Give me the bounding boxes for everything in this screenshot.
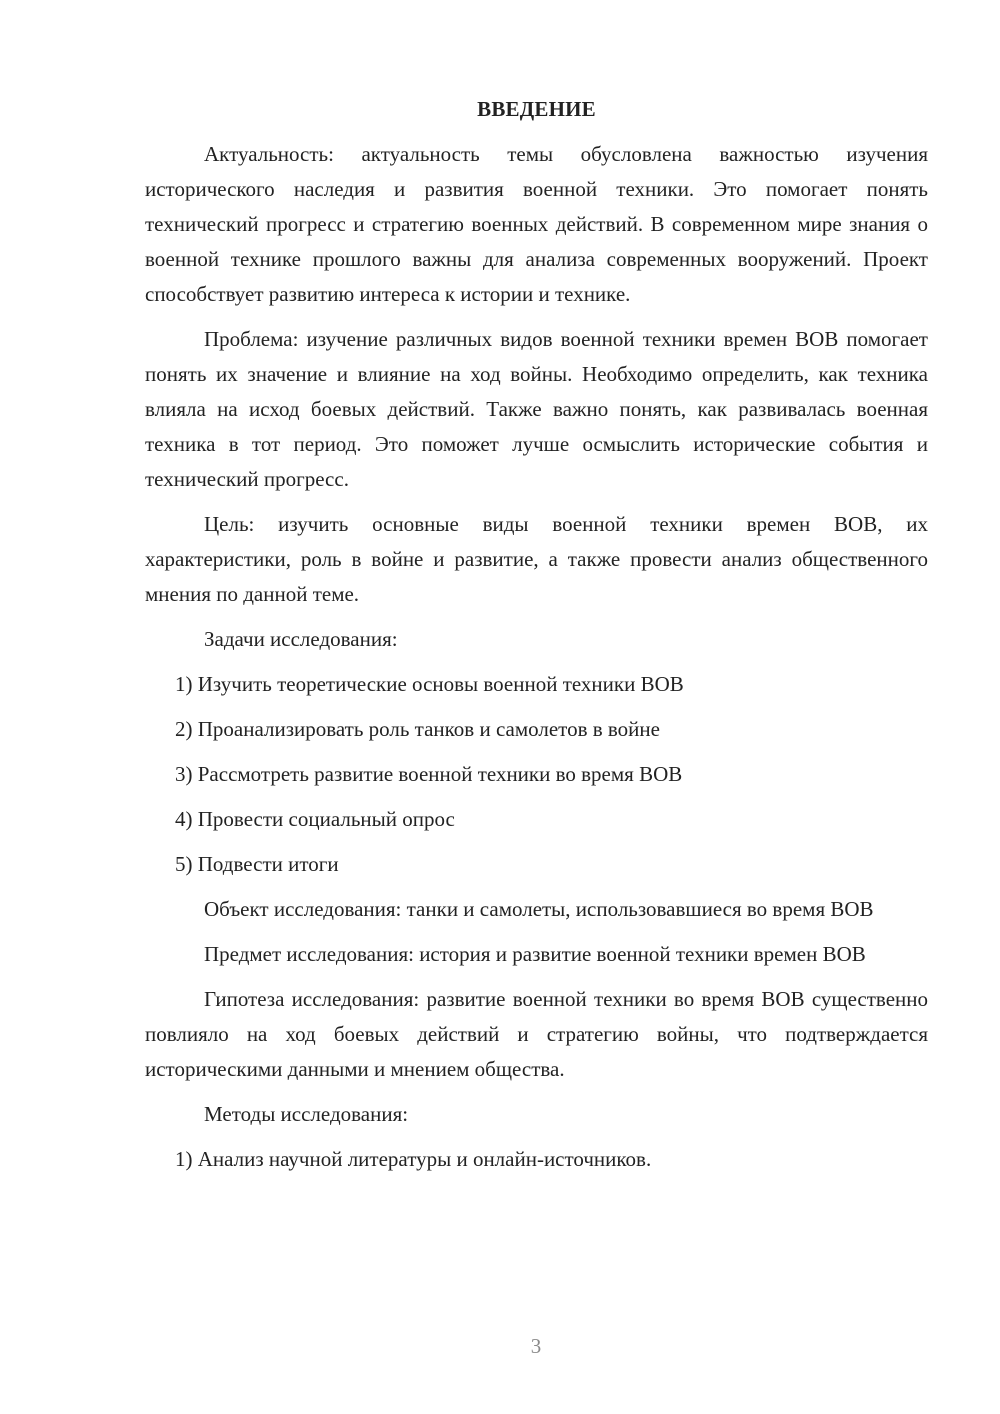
task-item: 1) Изучить теоретические основы военной техники ВОВ bbox=[175, 672, 684, 696]
task-item: 5) Подвести итоги bbox=[175, 852, 339, 876]
task-item: 3) Рассмотреть развитие военной техники во время ВОВ bbox=[175, 762, 683, 786]
subject-paragraph: Предмет исследования: история и развитие военной техники времен ВОВ bbox=[204, 942, 866, 966]
task-item: 2) Проанализировать роль танков и самолетов в войне bbox=[175, 717, 660, 741]
relevance-paragraph: Актуальность: актуальность темы обусловлена важностью изучения исторического наследия и развития военной техники. Это помогает понять технический прогресс и стратегию военных действий. В современном мире знания о военной технике прошлого важны для анализа современных вооружений. Проект способствует развитию интереса к истории и технике. bbox=[145, 142, 928, 306]
goal-paragraph: Цель: изучить основные виды военной техники времен ВОВ, их характеристики, роль в войне и развитие, а также провести анализ общественного мнения по данной теме. bbox=[145, 512, 928, 606]
methods-heading: Методы исследования: bbox=[204, 1102, 409, 1126]
tasks-heading: Задачи исследования: bbox=[204, 627, 398, 651]
problem-paragraph: Проблема: изучение различных видов военной техники времен ВОВ помогает понять их значение и влияние на ход войны. Необходимо определить, как техника влияла на исход боевых действий. Также важно понять, как развивалась военная техника в тот период. Это поможет лучше осмыслить исторические события и технический прогресс. bbox=[145, 327, 928, 491]
page-number: 3 bbox=[530, 1334, 542, 1358]
hypothesis-paragraph: Гипотеза исследования: развитие военной техники во время ВОВ существенно повлияло на ход боевых действий и стратегию войны, что подтверждается историческими данными и мнением общества. bbox=[145, 987, 928, 1081]
methods-list bbox=[145, 1142, 928, 1177]
method-item: 1) Анализ научной литературы и онлайн-источников. bbox=[175, 1147, 652, 1171]
object-paragraph: Объект исследования: танки и самолеты, использовавшиеся во время ВОВ bbox=[204, 897, 874, 921]
tasks-list bbox=[145, 667, 928, 882]
section-title: ВВЕДЕНИЕ bbox=[477, 97, 596, 121]
task-item: 4) Провести социальный опрос bbox=[175, 807, 455, 831]
page-content bbox=[145, 91, 928, 1187]
